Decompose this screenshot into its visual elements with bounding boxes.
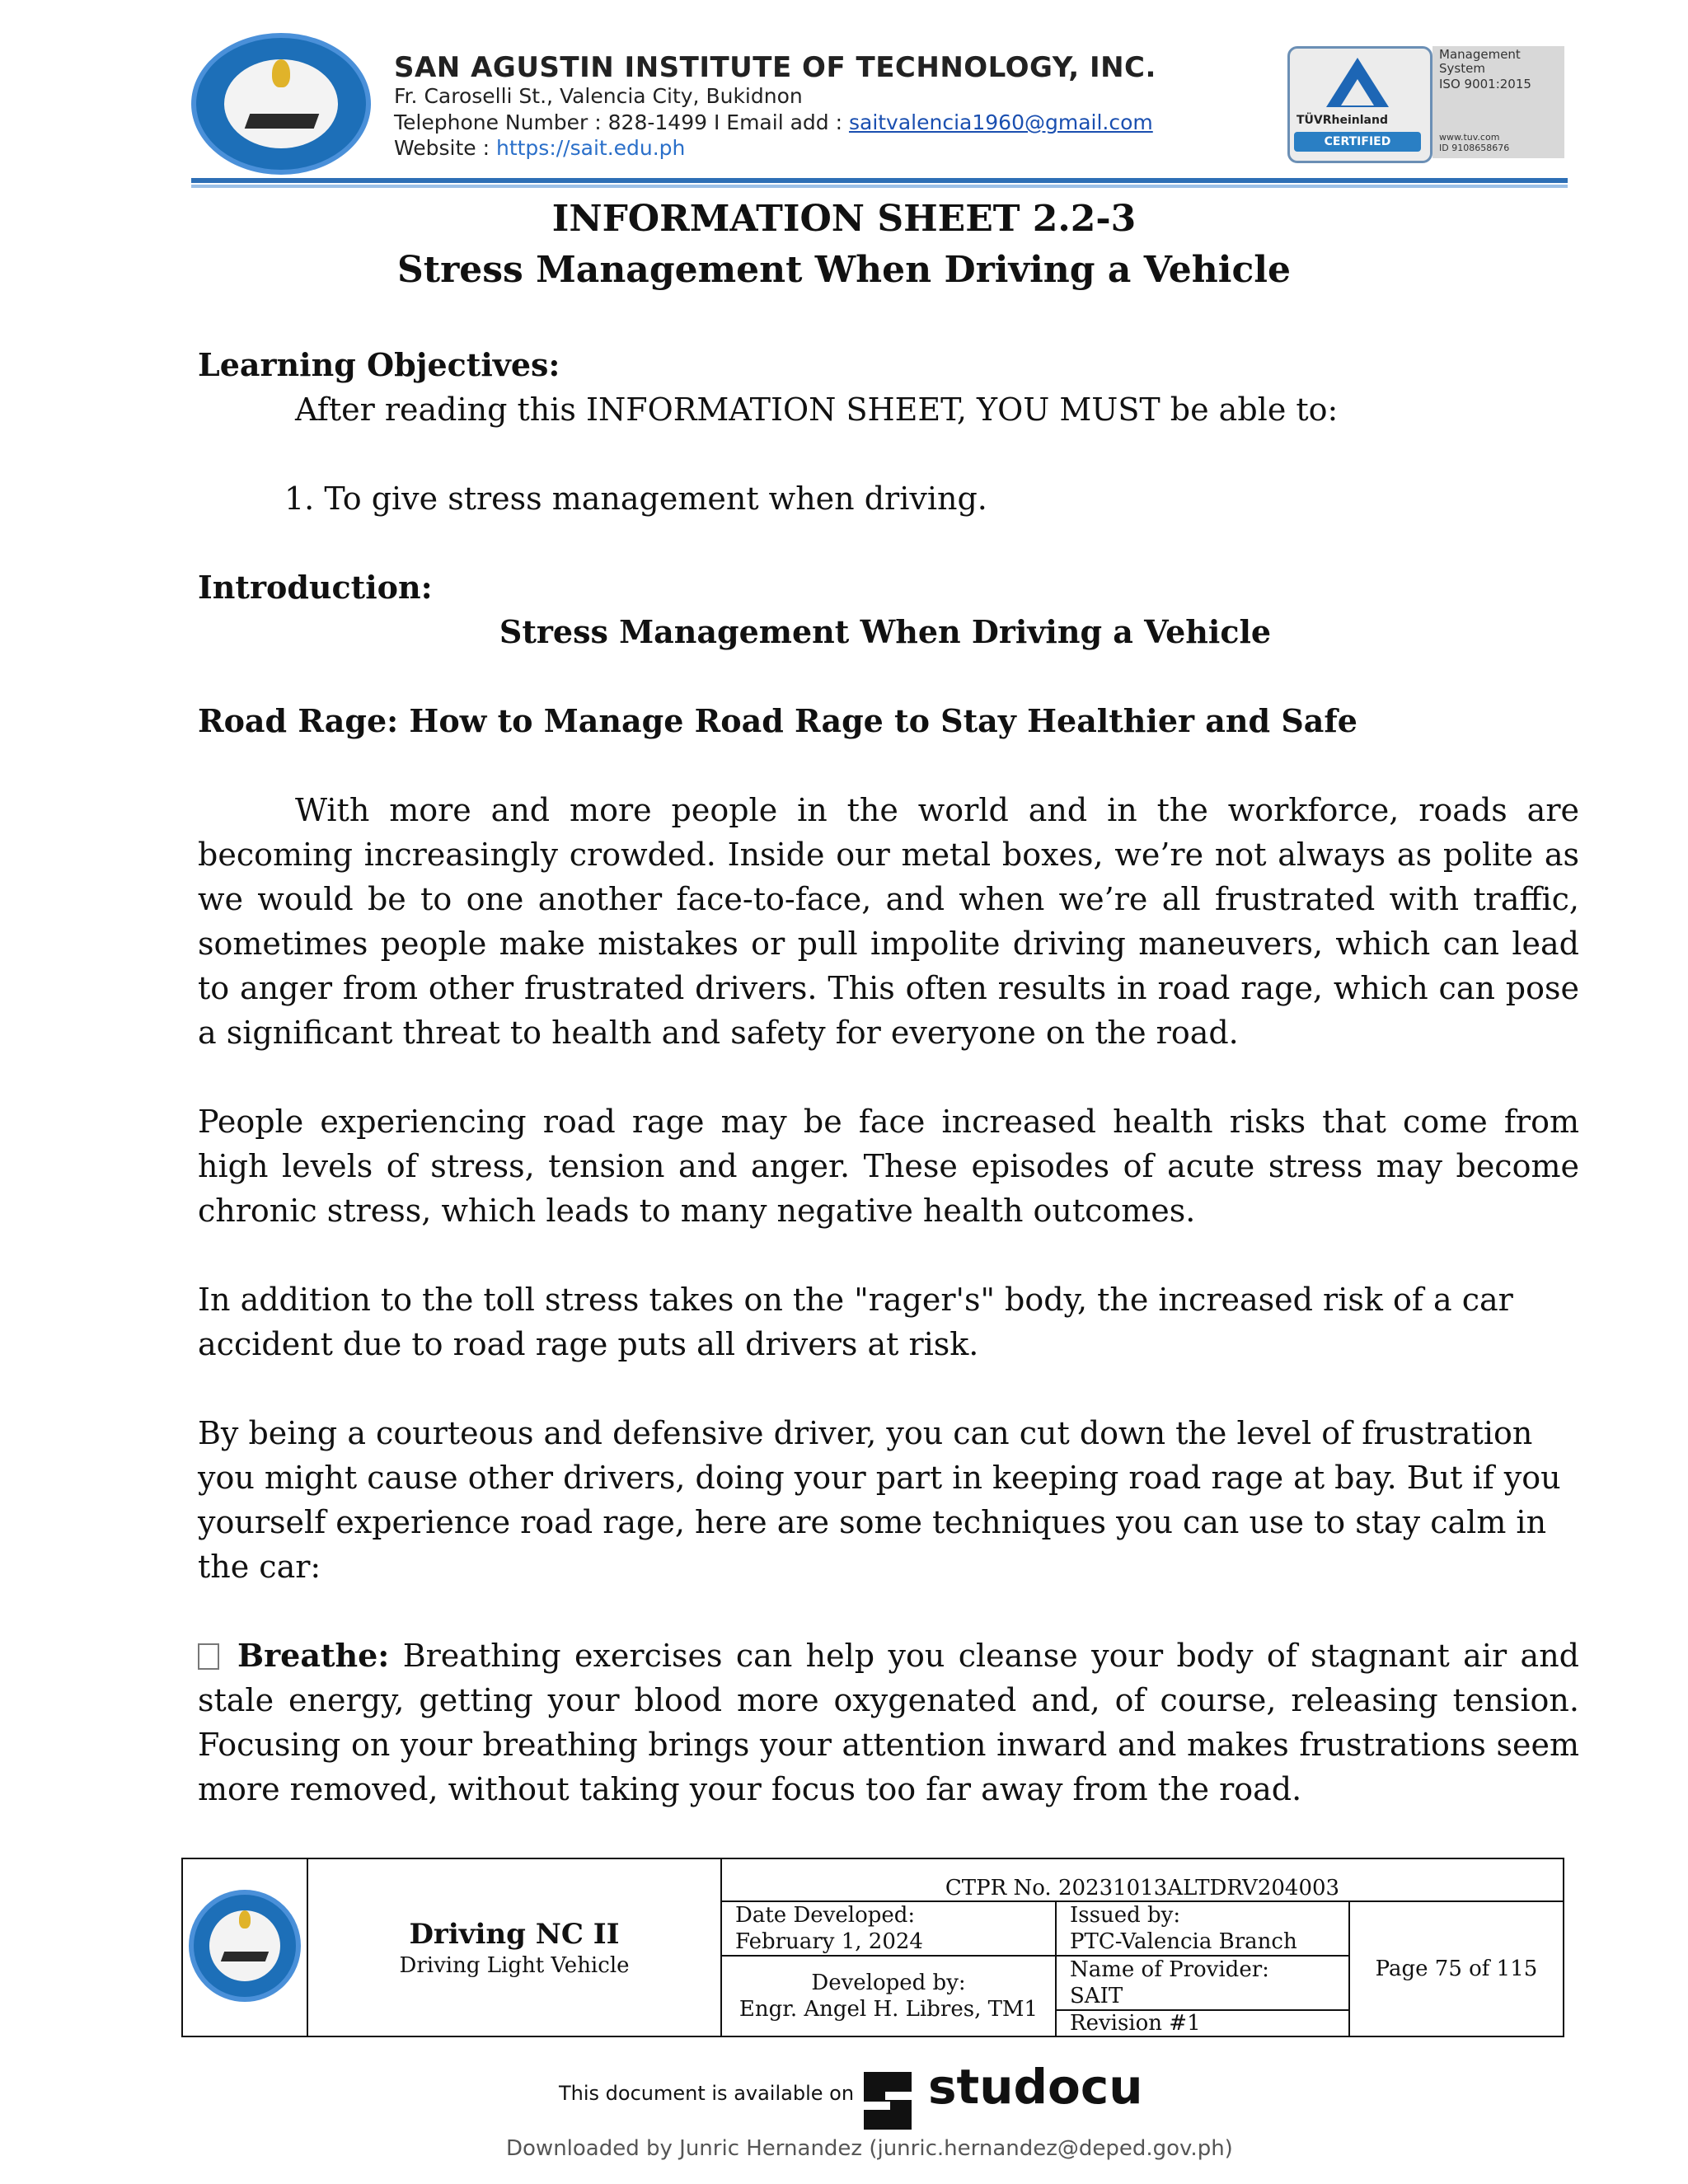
date-developed-label: Date Developed: <box>735 1903 916 1928</box>
management-system-panel <box>1432 46 1564 158</box>
course-title: Driving NC II <box>409 1918 620 1951</box>
date-developed-value: February 1, 2024 <box>735 1929 923 1954</box>
developed-by-cell <box>721 1956 1056 2036</box>
available-on-text: This document is available on <box>559 2082 855 2105</box>
date-developed-cell <box>721 1901 1056 1956</box>
bullet-breathe-label: Breathe: <box>237 1637 390 1674</box>
developed-by-label: Developed by: <box>811 1971 966 1995</box>
email-link[interactable]: saitvalencia1960@gmail.com <box>848 110 1153 134</box>
course-cell <box>307 1858 721 2036</box>
studocu-brand[interactable]: studocu <box>928 2059 1143 2115</box>
certified-label: CERTIFIED <box>1294 132 1421 152</box>
sheet-title: INFORMATION SHEET 2.2-3 <box>551 198 1137 240</box>
page-number: Page 75 of 115 <box>1349 1901 1564 2036</box>
bullet-breathe <box>198 1633 1579 1811</box>
mgmt-line-1: Management <box>1439 47 1521 62</box>
header-rule-light <box>191 185 1568 188</box>
revision-number: Revision #1 <box>1056 2010 1349 2036</box>
provider-value: SAIT <box>1070 1984 1123 2008</box>
mgmt-line-5: ID 9108658676 <box>1439 143 1510 153</box>
introduction-title: Stress Management When Driving a Vehicle <box>499 613 1272 650</box>
provider-cell <box>1056 1956 1349 2010</box>
mgmt-line-4: www.tuv.com <box>1439 132 1500 143</box>
introduction-heading: Introduction: <box>198 569 433 606</box>
mgmt-line-3: ISO 9001:2015 <box>1439 77 1531 91</box>
contact-line <box>394 109 1153 136</box>
website-link[interactable]: https://sait.edu.ph <box>495 136 686 160</box>
mgmt-line-2: System <box>1439 61 1485 76</box>
institution-address: Fr. Caroselli St., Valencia City, Bukidnon <box>394 84 803 108</box>
issued-by-value: PTC-Valencia Branch <box>1070 1929 1297 1954</box>
institution-name: SAN AGUSTIN INSTITUTE OF TECHNOLOGY, INC. <box>394 51 1156 84</box>
downloaded-by-text: Downloaded by Junric Hernandez (junric.hernandez@deped.gov.ph) <box>506 2136 1233 2161</box>
bullet-icon <box>198 1643 219 1670</box>
course-subtitle: Driving Light Vehicle <box>399 1953 630 1978</box>
tuv-brand: TÜVRheinland <box>1296 114 1388 127</box>
issued-by-cell <box>1056 1901 1349 1956</box>
website-line <box>394 134 685 162</box>
objectives-intro: After reading this INFORMATION SHEET, YOU MUST be able to: <box>295 391 1339 428</box>
objectives-heading: Learning Objectives: <box>198 346 560 383</box>
bullet-breathe-text: Breathing exercises can help you cleanse your body of stagnant air and stale energy, getting your blood more oxygenated and, of course, releasing tension. Focusing on your breathing brings your attention inward and makes frustrations seem more removed, without taking your focus too far away from the road. <box>198 1638 1579 1807</box>
footer-table <box>181 1858 1564 2037</box>
provider-label: Name of Provider: <box>1070 1957 1269 1982</box>
objective-item-1: 1. To give stress management when driving. <box>284 480 987 517</box>
road-rage-heading: Road Rage: How to Manage Road Rage to Stay Healthier and Safe <box>198 702 1357 739</box>
website-label: Website : <box>394 136 496 160</box>
footer-logo-cell <box>182 1858 307 2036</box>
paragraph-2: People experiencing road rage may be face increased health risks that come from high levels of stress, tension and anger. These episodes of acute stress may become chronic stress, which leads to many negative health outcomes. <box>198 1104 1579 1229</box>
header-rule <box>191 178 1568 183</box>
sheet-subtitle: Stress Management When Driving a Vehicle <box>396 249 1292 291</box>
ctpr-number: CTPR No. 20231013ALTDRV204003 <box>721 1858 1564 1901</box>
paragraph-4: By being a courteous and defensive driver, you can cut down the level of frustration you might cause other drivers, doing your part in keeping road rage at bay. But if you yourself experience road rage, here are some techniques you can use to stay calm in the car: <box>198 1415 1561 1585</box>
issued-by-label: Issued by: <box>1070 1903 1181 1928</box>
institution-logo <box>183 1886 307 2009</box>
paragraph-3: In addition to the toll stress takes on the "rager's" body, the increased risk of a car accident due to road rage puts all drivers at risk. <box>198 1282 1513 1362</box>
paragraph-1: With more and more people in the world and in the workforce, roads are becoming increasingly crowded. Inside our metal boxes, we’re not always as polite as we would be to one another face-to-face, and when we’re all frustrated with traffic, sometimes people make mistakes or pull impolite driving maneuvers, which can lead to anger from other frustrated drivers. This often results in road rage, which can pose a significant threat to health and safety for everyone on the road. <box>198 792 1579 1051</box>
studocu-logo-icon <box>857 2067 918 2135</box>
developed-by-value: Engr. Angel H. Libres, TM1 <box>738 1997 1039 2022</box>
telephone-text: Telephone Number : 828-1499 I Email add : <box>394 110 849 134</box>
